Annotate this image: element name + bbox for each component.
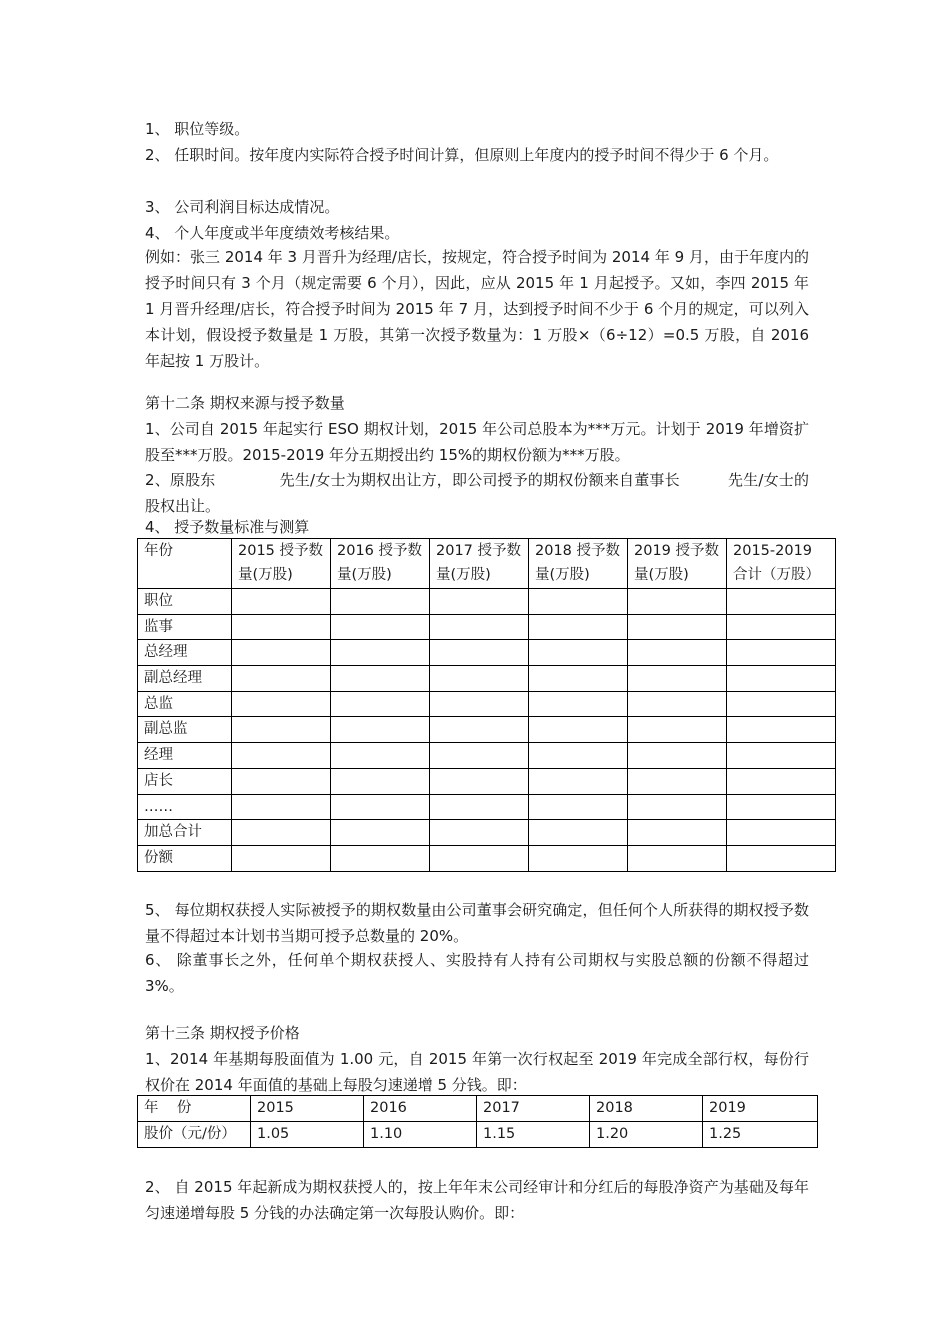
price-table: [137, 1095, 818, 1148]
price-cell: 1.25: [703, 1122, 818, 1148]
table-row: [138, 717, 836, 743]
p2-part-c: 先生/女士的股权出让。: [145, 471, 809, 515]
article-13-paragraph-2: 2、 自 2015 年起新成为期权获授人的，按上年年末公司经审计和分红后的每股净资产为基础及每年匀速递增每股 5 分钱的办法确定第一次每股认购价。即：: [145, 1178, 809, 1222]
table-row: [138, 743, 836, 769]
price-cell: 1.20: [590, 1122, 703, 1148]
rule-item-6: 6、 除董事长之外，任何单个期权获授人、实股持有人持有公司期权与实股总额的份额不得超过 3%。: [145, 951, 809, 995]
header-cell: 年份: [138, 539, 232, 589]
table-row: [138, 1096, 818, 1122]
year-cell: 2017: [477, 1096, 590, 1122]
row-label: ……: [138, 794, 232, 820]
criteria-item-3: 3、 公司利润目标达成情况。: [145, 198, 340, 216]
header-cell: 2017 授予数量(万股): [430, 539, 529, 589]
year-cell: 2015: [251, 1096, 364, 1122]
article-13-paragraph-1: 1、2014 年基期每股面值为 1.00 元，自 2015 年第一次行权起至 2019 年完成全部行权，每份行权价在 2014 年面值的基础上每股匀速递增 5 分钱。即：: [145, 1050, 809, 1094]
article-12-title: 第十二条 期权来源与授予数量: [145, 394, 345, 412]
price-cell: 1.15: [477, 1122, 590, 1148]
article-12-paragraph-2: [145, 467, 809, 519]
row-label: 职位: [138, 589, 232, 615]
price-cell: 1.05: [251, 1122, 364, 1148]
row-label: 监事: [138, 614, 232, 640]
row-label: 副总经理: [138, 666, 232, 692]
row-label: 副总监: [138, 717, 232, 743]
price-cell: 1.10: [364, 1122, 477, 1148]
year-cell: 2016: [364, 1096, 477, 1122]
grant-quantity-table: [137, 538, 836, 872]
year-cell: 2018: [590, 1096, 703, 1122]
row-label: 加总合计: [138, 820, 232, 846]
p2-part-a: 2、原股东: [145, 471, 216, 489]
table-row: [138, 845, 836, 871]
table-row: [138, 768, 836, 794]
header-cell: 2019 授予数量(万股): [628, 539, 727, 589]
table-header-row: [138, 539, 836, 589]
table-row: [138, 640, 836, 666]
header-cell: 2018 授予数量(万股): [529, 539, 628, 589]
row-label: 总经理: [138, 640, 232, 666]
table-row: [138, 820, 836, 846]
header-cell: 2015 授予数量(万股): [232, 539, 331, 589]
row-label: 经理: [138, 743, 232, 769]
row-label: 店长: [138, 768, 232, 794]
header-cell: 2015-2019 合计（万股）: [727, 539, 836, 589]
article-13-title: 第十三条 期权授予价格: [145, 1024, 300, 1042]
price-label-cell: 股价（元/份）: [138, 1122, 251, 1148]
row-label: 份额: [138, 845, 232, 871]
row-label: 总监: [138, 691, 232, 717]
table-row: [138, 794, 836, 820]
criteria-item-2: 2、 任职时间。按年度内实际符合授予时间计算，但原则上年度内的授予时间不得少于 6 个月。: [145, 146, 779, 164]
table-row: [138, 614, 836, 640]
article-12-item-4: 4、 授予数量标准与测算: [145, 518, 310, 536]
criteria-item-1: 1、 职位等级。: [145, 120, 250, 138]
table-row: [138, 666, 836, 692]
p2-part-b: 先生/女士为期权出让方，即公司授予的期权份额来自董事长: [279, 471, 680, 489]
header-cell: 2016 授予数量(万股): [331, 539, 430, 589]
table-row: [138, 1122, 818, 1148]
example-paragraph: 例如：张三 2014 年 3 月晋升为经理/店长，按规定，符合授予时间为 2014 年 9 月，由于年度内的授予时间只有 3 个月（规定需要 6 个月），因此，应从 2015 年 1 月起授予。又如，李四 2015 年 1 月晋升经理/店长，符合授予时间为 2015 年 7 月，达到授予时间不少于 6 个月的规定，可以列入本计划，假设授予数量是 1 万股，其第一次授予数量为：1 万股×（6÷12）=0.5 万股，自 2016 年起按 1 万股计。: [145, 248, 809, 370]
criteria-item-4: 4、 个人年度或半年度绩效考核结果。: [145, 224, 400, 242]
table-row: [138, 589, 836, 615]
year-cell: 2019: [703, 1096, 818, 1122]
article-12-paragraph-1: 1、公司自 2015 年起实行 ESO 期权计划，2015 年公司总股本为***万元。计划于 2019 年增资扩股至***万股。2015-2019 年分五期授出约 15%的期权份额为***万股。: [145, 420, 809, 464]
rule-item-5: 5、 每位期权获授人实际被授予的期权数量由公司董事会研究确定，但任何个人所获得的期权授予数量不得超过本计划书当期可授予总数量的 20%。: [145, 901, 809, 945]
table-row: [138, 691, 836, 717]
year-label-cell: 年 份: [138, 1096, 251, 1122]
